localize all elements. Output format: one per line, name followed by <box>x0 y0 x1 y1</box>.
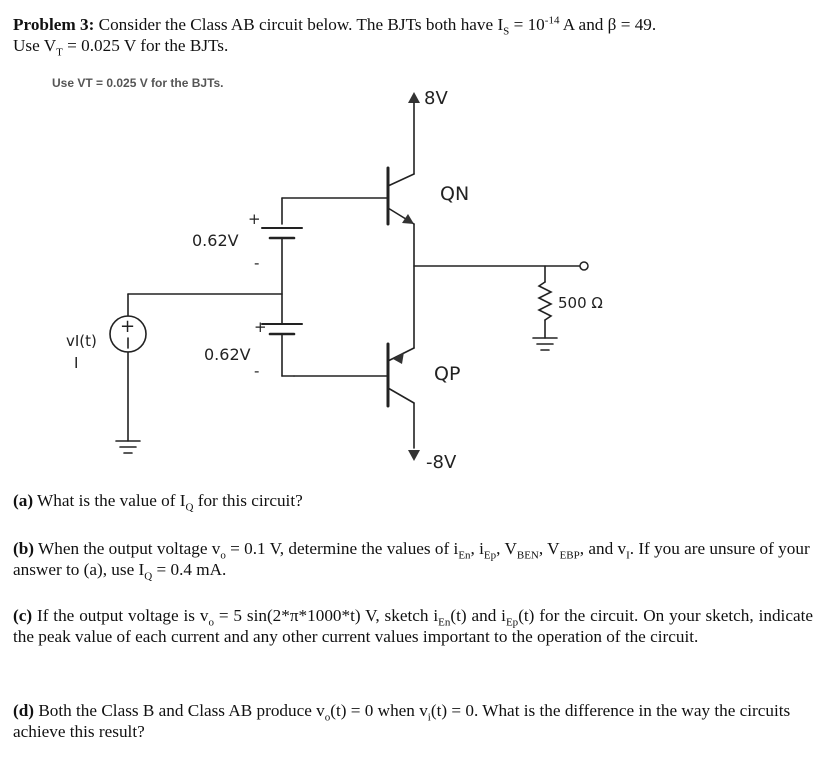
problem-label: Problem 3: <box>13 15 95 34</box>
diode-top-plus: + <box>248 210 261 228</box>
diode-bot-plus: + <box>254 318 267 336</box>
diode-top-minus: - <box>254 254 260 272</box>
qp-label: QP <box>434 363 461 385</box>
vcc-label: 8V <box>424 88 448 109</box>
problem-statement: Problem 3: Consider the Class AB circuit below. The BJTs both have $I_S = 10^{-14}$ A and β = 49. Use $V_T = 0.025$ V for the BJTs. <box>13 14 657 59</box>
part-b: (b) When the output voltage $v_o = 0.1$ V, determine the values of $i_{En}$, $i_{Ep}$, $V_{BEN}$, $V_{EBP}$, and $v_I$. If you are unsure of your answer to (a), use $I_Q = 0.4$ mA. <box>13 539 810 583</box>
diode-bot-label: 0.62V <box>204 345 251 364</box>
qp-transistor <box>388 344 414 406</box>
qn-label: QN <box>440 183 470 205</box>
diode-bot-minus: - <box>254 362 260 380</box>
cut-text: Use VT = 0.025 V for the BJTs. <box>52 76 224 90</box>
source-label-sub: I <box>74 354 79 372</box>
vee-label: -8V <box>426 452 457 473</box>
part-c: (c) If the output voltage is $v_o = 5$ sin(2*π*1000*t) V, sketch $i_{En}(t)$ and $i_{Ep}(t)$ for the circuit. On your sketch, indicate the peak value of each current and any other current values important to the operation of the circuit. <box>13 606 813 646</box>
source-label: vI(t) <box>66 332 97 350</box>
part-a: (a) What is the value of $I_Q$ for this circuit? <box>13 491 303 514</box>
part-d: (d) Both the Class B and Class AB produce $v_o(t) = 0$ when $v_i(t) = 0$. What is the difference in the way the circuits achieve this result? <box>13 701 791 741</box>
vcc-arrow <box>408 92 420 103</box>
source-plus: + <box>120 316 136 337</box>
circuit-diagram <box>0 76 826 486</box>
output-node <box>580 262 588 270</box>
load-label: 500 Ω <box>558 294 603 312</box>
qn-transistor <box>388 168 414 224</box>
diode-top-label: 0.62V <box>192 231 239 250</box>
vee-arrow <box>408 450 420 461</box>
load-resistor <box>539 282 551 320</box>
